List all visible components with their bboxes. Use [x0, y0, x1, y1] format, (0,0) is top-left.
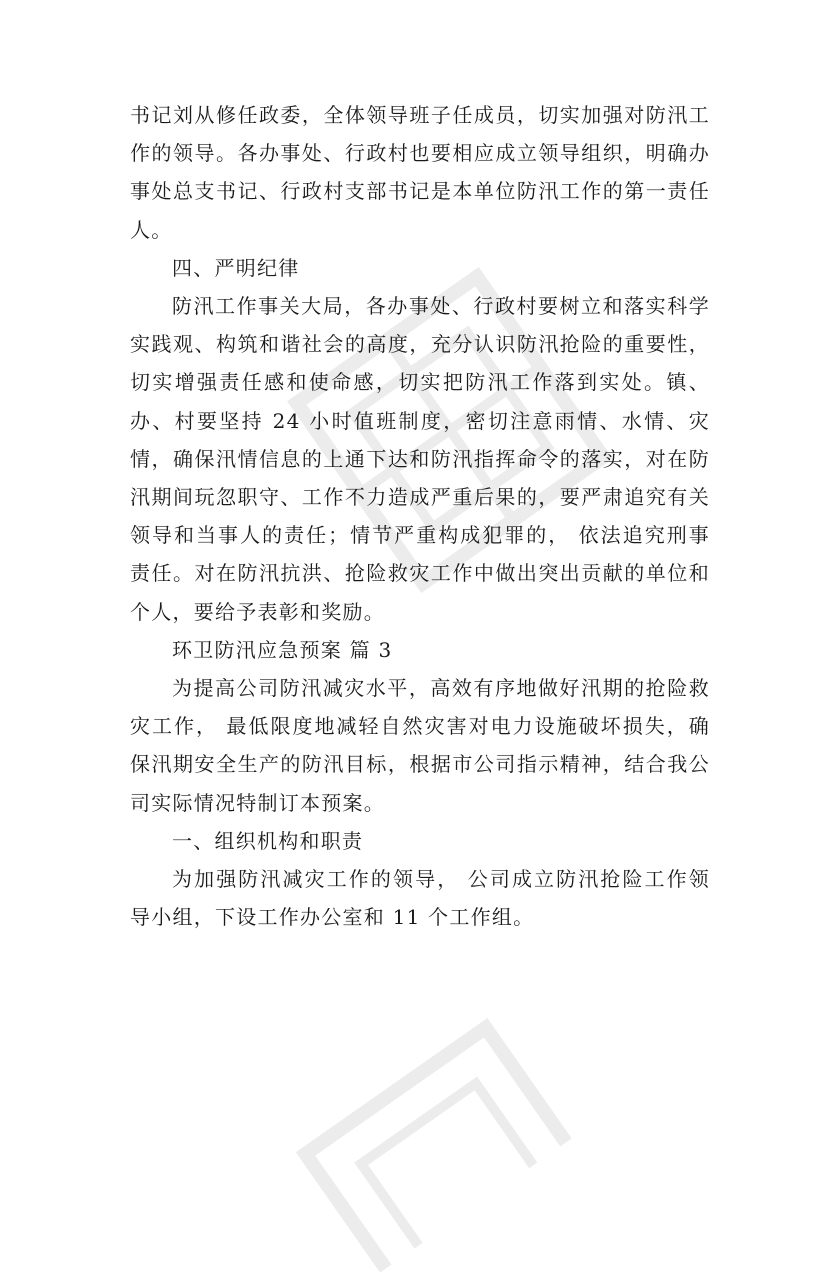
- document-body: [130, 96, 710, 936]
- section-heading-plan-3: 环卫防汛应急预案 篇 3: [172, 637, 393, 662]
- section-heading-organization: 一、组织机构和职责: [172, 828, 364, 853]
- paragraph-discipline-body: 防汛工作事关大局，各办事处、行政村要树立和落实科学实践观、构筑和谐社会的高度，充分认识防汛抢险的重要性，切实增强责任感和使命感，切实把防汛工作落到实处。镇、办、村要坚持 24 小时值班制度，密切注意雨情、水情、灾情，确保汛情信息的上通下达和防汛指挥命令的落实，对在防汛期间玩忽职守、工作不力造成严重后果的，要严肃追究有关领导和当事人的责任；情节严重构成犯罪的， 依法追究刑事责任。对在防汛抗洪、抢险救灾工作中做出突出贡献的单位和个人，要给予表彰和奖励。: [130, 294, 710, 624]
- section-heading-discipline: 四、严明纪律: [172, 255, 300, 280]
- watermark-logo-bottom-icon: [278, 1000, 583, 1280]
- paragraph-plan-intro: 为提高公司防汛减灾水平，高效有序地做好汛期的抢险救灾工作， 最低限度地减轻自然灾害对电力设施破坏损失，确保汛期安全生产的防汛目标，根据市公司指示精神，结合我公司实际情况特制订本预案。: [130, 676, 710, 815]
- paragraph-leading-continuation: 书记刘从修任政委，全体领导班子任成员，切实加强对防汛工作的领导。各办事处、行政村也要相应成立领导组织，明确办事处总支书记、行政村支部书记是本单位防汛工作的第一责任人。: [130, 103, 710, 242]
- paragraph-organization-body: 为加强防汛减灾工作的领导， 公司成立防汛抢险工作领导小组，下设工作办公室和 11 个工作组。: [130, 867, 710, 930]
